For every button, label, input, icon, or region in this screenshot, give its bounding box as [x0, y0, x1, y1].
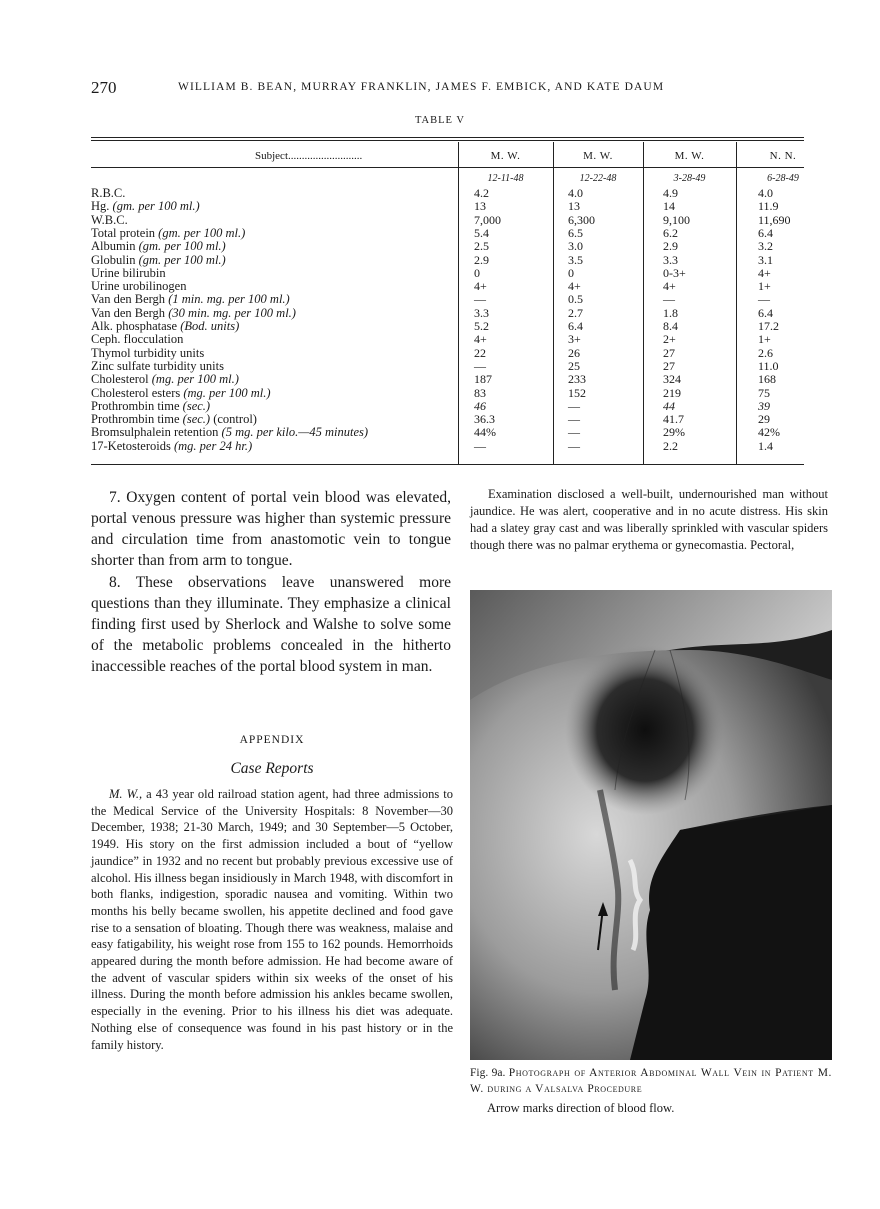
column-divider [643, 142, 644, 464]
table-cell: 83 [474, 385, 486, 400]
table-cell: 46 [474, 398, 486, 413]
table-cell: 1+ [758, 332, 771, 347]
running-head: WILLIAM B. BEAN, MURRAY FRANKLIN, JAMES F. EMBICK, AND KATE DAUM [178, 81, 665, 93]
table-cell: 7,000 [474, 212, 501, 227]
row-label-text: Cholesterol esters [91, 385, 184, 400]
table-cell: 0 [474, 265, 480, 280]
row-label-text: Ceph. flocculation [91, 332, 184, 347]
table-cell: — [663, 292, 675, 307]
row-label-unit: (Bod. units) [180, 319, 240, 333]
table-row-label [91, 267, 166, 280]
table-cell: 3+ [568, 332, 581, 347]
row-label-unit: (5 mg. per kilo.—45 minutes) [221, 425, 369, 440]
table-cell: 4+ [758, 265, 771, 280]
row-label-text: Alk. phosphatase [91, 319, 181, 333]
table-row-label [91, 187, 125, 200]
table-cell: 1+ [758, 279, 771, 294]
table-cell: — [568, 412, 580, 427]
table-cell: 219 [663, 385, 681, 400]
table-cell: 0 [568, 265, 574, 280]
table-cell: — [568, 438, 580, 453]
table-cell: 4+ [568, 279, 581, 294]
table-cell: 5.4 [474, 225, 489, 240]
table-cell: 6.4 [568, 319, 583, 333]
figure-caption-lead: Fig. 9a. [470, 1067, 506, 1079]
row-label-text: Prothrombin time [91, 412, 183, 427]
row-label-text: Urine urobilinogen [91, 279, 187, 294]
table-row-label [91, 413, 257, 426]
table-cell: 29% [663, 425, 685, 440]
table-cell: 4.9 [663, 186, 678, 200]
table-row-label [91, 240, 226, 253]
table-cell: 6.2 [663, 225, 678, 240]
appendix-heading: APPENDIX [239, 734, 305, 746]
row-label-unit: (gm. per 100 ml.) [138, 252, 226, 267]
table-cell: 11.9 [758, 199, 779, 214]
table-cell: 29 [758, 412, 770, 427]
row-label-text: Thymol turbidity units [91, 345, 205, 360]
table-cell: 168 [758, 372, 776, 387]
figure-caption-text: Photograph of Anterior Abdominal Wall Vein in Patient M. W. during a Valsalva Procedure [470, 1067, 832, 1095]
table-row-label [91, 347, 204, 360]
table-row-label [91, 333, 183, 346]
row-label-text: Van den Bergh [91, 305, 169, 320]
table-cell: 4+ [663, 279, 676, 294]
table-row-label [91, 400, 210, 413]
table-cell: 2.5 [474, 239, 489, 254]
row-label-text: Zinc sulfate turbidity units [91, 358, 224, 373]
table-cell: 3.3 [474, 305, 489, 320]
table-cell: 187 [474, 372, 492, 387]
column-date: 12-11-48 [487, 173, 524, 184]
table-header-rule [91, 167, 804, 168]
table-cell: 44 [663, 398, 675, 413]
row-label-text: Total protein [91, 225, 159, 240]
table-cell: 2.2 [663, 438, 678, 453]
table-cell: — [474, 438, 486, 453]
table-row-label [91, 293, 290, 306]
table-cell: 4+ [474, 332, 487, 347]
table-row-label [91, 214, 128, 227]
row-label-text: W.B.C. [91, 212, 128, 227]
table-row-label [91, 320, 239, 333]
table-cell: 39 [758, 398, 770, 413]
column-date: 6-28-49 [767, 173, 799, 184]
table-row-label [91, 280, 186, 293]
table-cell: 4.0 [758, 186, 773, 200]
column-subject: M. W. [490, 150, 521, 162]
table-cell: 9,100 [663, 212, 690, 227]
table-top-rule [91, 137, 804, 138]
table-cell: 13 [568, 199, 580, 214]
table-cell: — [474, 358, 486, 373]
table-cell: 11.0 [758, 358, 779, 373]
table-cell: 75 [758, 385, 770, 400]
case-report-paragraph [91, 786, 453, 1053]
row-label-unit: (mg. per 100 ml.) [183, 385, 271, 400]
column-date: 12-22-48 [579, 173, 617, 184]
row-label-text: R.B.C. [91, 186, 126, 200]
table-cell: 324 [663, 372, 681, 387]
table-row-label [91, 227, 245, 240]
row-label-text: Globulin [91, 252, 139, 267]
table-cell: 22 [474, 345, 486, 360]
table-cell: 6.4 [758, 305, 773, 320]
table-cell: 6.4 [758, 225, 773, 240]
row-label-unit: (30 min. mg. per 100 ml.) [168, 305, 296, 320]
row-label-text: Cholesterol [91, 372, 152, 387]
table-cell: 0.5 [568, 292, 583, 307]
examination-text [470, 486, 828, 554]
table-title: TABLE V [414, 115, 465, 126]
column-divider [553, 142, 554, 464]
table-cell: 3.3 [663, 252, 678, 267]
case-report-body: a 43 year old railroad station agent, had three admissions to the Medical Service of the University Hospitals: 8 November—30 December, 1938; 21-30 March, 1949; and 30 September—5 October, 1949. His story on the first admission included a bout of “yellow jaundice” in 1932 and no recent but probably previous excessive use of alcohol. His illness began insidiously in March 1948, with discomfort in both flanks, indigestion, sporadic nausea and vomiting. Within two months his belly became swollen, his appetite declined and food gave rise to a sensation of bloating. Though there was weakness, malaise and easy fatigability, his weight rose from 155 to 162 pounds. Hemorrhoids appeared during the month before admission. He had become aware of the advent of vascular spiders within six weeks of the onset of his illness. During the month before admission his ankles became swollen, especially in the evening. Prior to his illness his diet was adequate. Nothing else of consequence was found in his past history or in the family history. [91, 787, 453, 1052]
row-label-text: 17-Ketosteroids [91, 438, 174, 453]
row-label-unit: (1 min. mg. per 100 ml.) [168, 292, 290, 307]
table-cell: 6.5 [568, 225, 583, 240]
row-label-text: Prothrombin time [91, 398, 183, 413]
column-date: 3-28-49 [673, 173, 706, 184]
table-cell: 1.8 [663, 305, 678, 320]
case-report-text [91, 786, 453, 1053]
table-row-label [91, 360, 224, 373]
table-cell: 3.5 [568, 252, 583, 267]
row-label-text: Urine bilirubin [91, 265, 166, 280]
table-row-label [91, 426, 368, 439]
table-cell: 4+ [474, 279, 487, 294]
subject-header: Subject........................... [255, 150, 363, 162]
table-cell: 5.2 [474, 319, 489, 333]
page-number: 270 [91, 78, 117, 97]
case-reports-heading: Case Reports [230, 760, 314, 777]
table-bottom-rule [91, 464, 804, 465]
table-cell: 3.1 [758, 252, 773, 267]
row-label-unit: (sec.) [182, 398, 211, 413]
table-cell: 2.6 [758, 345, 773, 360]
table-cell: — [568, 425, 580, 440]
examination-paragraph: Examination disclosed a well-built, undernourished man without jaundice. He was alert, cooperative and in no acute distress. His skin had a slatey gray cast and was liberally sprinkled with vascular spiders though there was no palmar erythema or gynecomastia. Pectoral, [470, 487, 828, 552]
figure-caption [470, 1065, 832, 1097]
row-label-unit: (sec.) [182, 412, 211, 427]
table-cell: 17.2 [758, 319, 779, 333]
paragraph-8: 8. These observations leave unanswered more questions than they illuminate. They emphasize a clinical finding first used by Sherlock and Walshe to solve some of the metabolic problems concealed in the hitherto inaccessible reaches of the portal blood system in man. [91, 574, 451, 675]
table-cell: 25 [568, 358, 580, 373]
table-cell: 42% [758, 425, 780, 440]
column-divider [736, 142, 737, 464]
table-cell: 41.7 [663, 412, 684, 427]
row-label-unit: (mg. per 100 ml.) [151, 372, 239, 387]
table-cell: 13 [474, 199, 486, 214]
table-row-label [91, 373, 239, 386]
table-cell: 2.9 [474, 252, 489, 267]
table-row-label [91, 440, 252, 453]
table-row-label [91, 387, 270, 400]
table-row-label [91, 254, 226, 267]
figure-photograph [470, 590, 832, 1060]
table-cell: 152 [568, 385, 586, 400]
table-cell: 14 [663, 199, 675, 214]
table-cell: 27 [663, 345, 675, 360]
table-cell: 3.2 [758, 239, 773, 254]
table-cell: 0-3+ [663, 265, 686, 280]
figure-note: Arrow marks direction of blood flow. [487, 1101, 675, 1115]
table-cell: — [474, 292, 486, 307]
row-label-text: Hg. [91, 199, 113, 214]
row-label-unit: (gm. per 100 ml.) [138, 239, 226, 254]
row-label-text: Van den Bergh [91, 292, 169, 307]
table-cell: 11,690 [758, 212, 791, 227]
table-cell: 8.4 [663, 319, 678, 333]
row-label-text: Bromsulphalein retention [91, 425, 222, 440]
column-subject: M. W. [674, 150, 705, 162]
table-cell: 6,300 [568, 212, 595, 227]
table-cell: 3.0 [568, 239, 583, 254]
table-cell: 2.9 [663, 239, 678, 254]
table-cell: 4.0 [568, 186, 583, 200]
left-column-text [91, 487, 451, 677]
column-subject: M. W. [583, 150, 613, 162]
abdominal-wall-photo [470, 590, 832, 1060]
table-top-rule-double [91, 140, 804, 141]
column-divider [458, 142, 459, 464]
table-cell: 44% [474, 425, 496, 440]
table-cell: 1.4 [758, 438, 773, 453]
table-cell: 233 [568, 372, 586, 387]
table-row-label [91, 200, 200, 213]
table-cell: 2+ [663, 332, 676, 347]
row-label-unit: (gm. per 100 ml.) [158, 225, 246, 240]
table-cell: — [758, 292, 770, 307]
row-label-text: Albumin [91, 239, 139, 254]
paragraph-7: 7. Oxygen content of portal vein blood was elevated, portal venous pressure was higher than systemic pressure and circulation time from anastomotic vein to tongue shorter than from arm to tongue. [91, 489, 451, 569]
table-cell: 2.7 [568, 305, 583, 320]
table-cell: 26 [568, 345, 580, 360]
row-label-suffix: (control) [210, 412, 257, 427]
case-patient-name: M. W., [109, 787, 143, 801]
table-row-label [91, 307, 296, 320]
table-cell: 27 [663, 358, 675, 373]
column-subject: N. N. [769, 150, 797, 162]
table-cell: — [568, 398, 580, 413]
table-cell: 36.3 [474, 412, 495, 427]
table-cell: 4.2 [474, 186, 489, 200]
row-label-unit: (gm. per 100 ml.) [112, 199, 200, 214]
row-label-unit: (mg. per 24 hr.) [173, 438, 253, 453]
